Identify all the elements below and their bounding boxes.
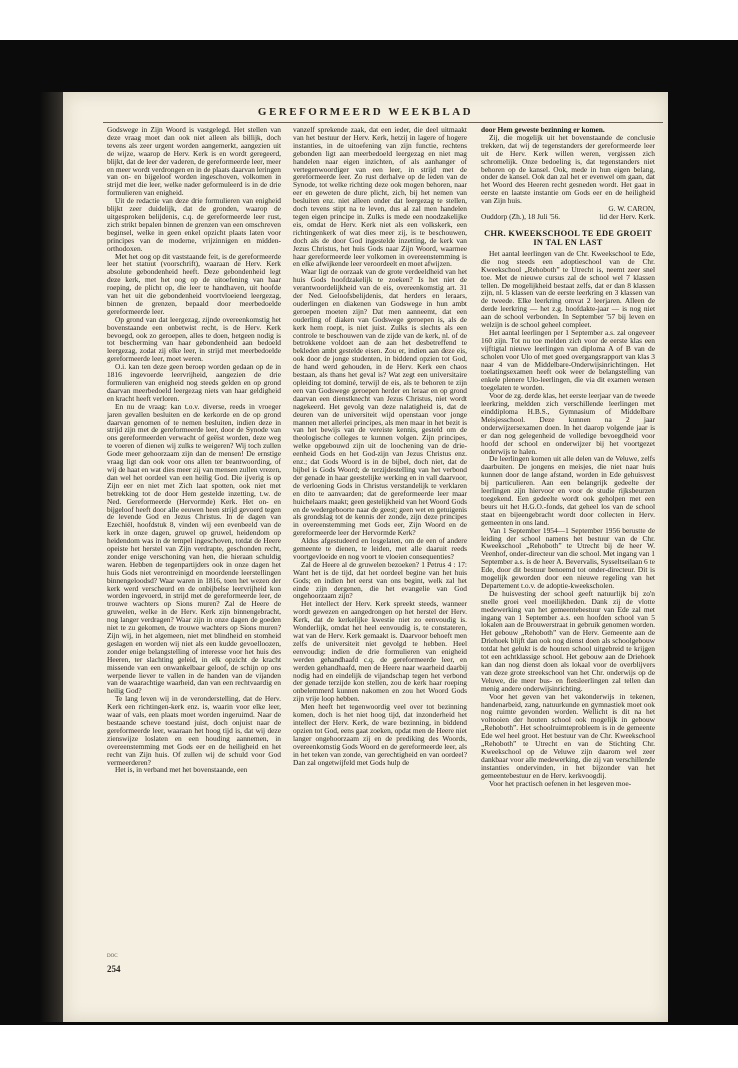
paragraph: vanzelf sprekende zaak, dat een ieder, die deel uitmaakt van het bestuur der Herv. Kerk, hetzij in lagere of hogere instanties, in de uitoefening van zijn functie, rechtens gebonden ligt aan meerbedoeld leergezag en niet mag handelen naar eigen inzichten, of als aanhanger of vertegenwoordiger van een leer, in strijd met de gereformeerde leer. Zo rust derhalve op de leden van de Synode, tot welke richting deze ook mogen behoren, naar eer en geweten de dure plicht, zich, bij het nemen van besluiten enz. niet alleen onder dat leergezag te stellen, doch tevens stipt na te leven, dus al zal men handelen tegen eigen principe in. Zulks is mede een noodzakelijke eis, omdat de Herv. Kerk niet als een volkskerk, een richtingenkerk of wat dies meer zij, is te beschouwen, doch als de door God ingestelde inzetting, de kerk van Jezus Christus, het huis Gods naar Zijn Woord, waarmee haar gereformeerde leer volkomen in overeenstemming is en elke afwijkende leer veroordeelt en moet afwijzen.	[293, 126, 467, 269]
article-title: CHR. KWEEKSCHOOL TE EDE GROEIT IN TAL EN LAST	[484, 228, 652, 247]
paragraph: De huisvesting der school geeft natuurlijk bij zo'n snelle groei veel moeilijkheden. Dank zij de vlotte medewerking van het gemeentebestuur van Ede zal met ingang van 1 September a.s. een hoofden school van 5 lokalen aan de Brouwerstraat in gebruik genomen worden. Het gebouw „Rehoboth” van de Herv. Gemeente aan de Driehoek blijft dan ook nog dienst doen als schoolgebouw totdat het gelukt is de houten school uitgebreid te krijgen tot een achtklassige school. Het gebouw aan de Driehoek kan dan nog dienst doen als lokaal voor de overblijvers van deze grote streekschool van het Chr. onderwijs op de Veluwe, die meer bus- en fietsleerlingen zal tellen dan menig andere onderwijsinrichting.	[481, 588, 655, 693]
page-gutter-shadow	[40, 92, 64, 1022]
signature-place: Ouddorp (Zh.), 18 Juli '56.	[481, 211, 561, 221]
paragraph: Voor de zg. derde klas, het eerste leerjaar van de tweede leerkring, meldden zich verschillende leerlingen met einddiploma H.B.S., Gymnasium of Middelbare Meisjesschool. Deze kunnen na 2 jaar onderwijzersexamen doen. In het daarop volgende jaar is er dan nog gelegenheid de volledige bevoegdheid voor hoofd der school en onderwijzer bij het voortgezet onderwijs te halen.	[481, 391, 655, 456]
paragraph: De leerlingen komen uit alle delen van de Veluwe, zelfs daarbuiten. De jongens en meisjes, die niet naar huis kunnen door de lange afstand, worden in Ede gehuisvest bij particulieren. Aan een belangrijk gedeelte der leerlingen zijn hiervoor en voor de studie rijksbeurzen toegekend. Een gedeelte wordt ook geholpen met een beurs uit het H.G.O.-fonds, dat geheel los van de school staat en bijeengebracht wordt door collecten in Herv. gemeenten in ons land.	[481, 454, 655, 527]
paragraph: O.i. kan ten deze geen beroep worden gedaan op de in 1816 ingevoerde leervrijheid, aangezien de drie formulieren van enigheid nog steeds gelden en op grond daarvan meerbedoeld leergezag niets van haar geldigheid en kracht heeft verloren.	[107, 362, 281, 403]
page-header: GEREFORMEERD WEEKBLAD	[257, 106, 474, 118]
signature-name: G. W. CARON,	[608, 204, 655, 214]
paragraph: Voor het practisch oefenen in het lesgeven moe-	[489, 778, 632, 788]
paragraph: Waar ligt de oorzaak van de grote verdeeldheid van het huis Gods hoofdzakelijk te zoeken? Is het niet de verantwoordelijkheid van de eis, overeenkomstig art. 31 der Ned. Geloofsbelijdenis, dat herders en leraars, ouderlingen en diakenen van Godswege in hun ambt geroepen moeten zijn? Dat men aanneemt, dat een ouderling of diaken van Godswege geroepen is, als de kerk hem roept, is niet juist. Zulks is slechts als een controle te beschouwen van de zijde van de kerk, nl. of de betrokkene voldoet aan de aan het desbetreffend te bekleden ambt gestelde eisen. Zou er, indien aan deze eis, ook door de jonge studenten, in biddend opzien tot God, de hand werd gehouden, in de Herv. Kerk een chaos bestaan, als thans het geval is? Wat zegt een universitaire opleiding tot dominé, terwijl de eis, als te behoren te zijn een van Godswege geroepen herder en leraar en op grond daarvan een dienstknecht van Jezus Christus, niet wordt nagekeerd. Het gevolg van deze nalatigheid is, dat de deuren van de universiteit wijd openstaan voor jonge mannen met allerlei principes, als men maar in het bezit is van het bewijs van de vereiste kennis, gesteld om de theologische colleges te kunnen volgen. Zijn principes, welke opgebouwd zijn uit de loochening van de drie-eenheid Gods en het God-zijn van Jezus Christus enz. enz.; dat Gods Woord is in de bijbel, doch niet, dat de bijbel is Gods Woord; de terzijdestelling van het verbond der genade in haar geestelijke werking en in vall daarvoor, de verloening Gods in Christus verstandelijk te verklaren en dito te aanvaarden; dat de gereformeerde leer maar huichelaars maakt; geen gestelijkheid van het Woord Gods en de wedergeboorte naar de geest; geen wet en getuigenis als grondslag tot de kennis der zonde, zijn deze principes in overeenstemming met Gods eer, Zijn Woord en de gereformeerde leer der Hervormde Kerk?	[293, 267, 467, 538]
paragraph: Zal de Heere al de gruwelen bezoeken? 1 Petrus 4 : 17: Want het is de tijd, dat het oordeel begine van het huis Gods; en indien het eerst van ons begint, welk zal het einde zijn dergenen, die het evangelie van God ongehoorzaam zijn?	[293, 559, 467, 601]
paragraph: Zij, die mogelijk uit het bovenstaande de conclusie trekken, dat wij de tegenstanders der gereformeerde leer uit de Herv. Kerk willen weren, vergissen zich schromelijk. Onze bedoeling is, dat tegenstanders niet behoren op de kansel. Ook, mede in hun eigen belang, onder de kansel. Ook dan zal het er evenwel om gaan, dat het Woord des Heeren recht gesneden wordt. Het gaat in eerste en laatste instantie om Gods eer en de heiligheid van Zijn huis.	[481, 132, 655, 206]
paragraph: En nu de vraag: kan t.o.v. diverse, reeds in vroeger jaren gevallen besluiten en de kerkorde en de op grond daarvan genomen of te nemen besluiten, indien deze in strijd zijn met de gereformeerde leer, door de Synode van ons gereformeerden verwacht of geëist worden, deze weg te voeren of dienen wij zulks te weigeren? Wij toch zullen Gode meer gehoorzaam zijn dan de mensen! De ernstige vraag ligt dan ook voor ons allen ter beantwoording, of wij de haat en wat dies meer zij van mensen zullen vrezen, dan wel het oordeel van een heilig God. Die ijverig is op Zijn eer en niet met Zich laat spotten, ook niet met betrekking tot de door Hem gestelde inzetting, t.w. de Ned. Gereformeerde (Hervormde) Kerk. Het on- en bijgeloof heeft door alle eeuwen heen strijd gevoerd tegen de levende God en Jezus Christus. In de dagen van Ezechiël, hoofdstuk 8, vinden wij een evenbeeld van de kerk in onze dagen, gruwel op gruwel, heidendom op heidendom was in de tempel ingeschoven, totdat de Heere opeiste het herstel van Zijn verdrapte, geschonden recht, zonder enige verschoning van hen, die hieraan schuldig waren. Hebben de tegenpartijders ook in onze dagen het huis Gods niet verontreinigd en moordende leerstellingen binnengeloodsd? Waar waren in 1816, toen het wezen der kerk werd verscheurd en de onbijbelse leervrijheid kon worden ingevoerd, in strijd met de gereformeerde leer, de trouwe wachters op Sions muren? Zal de Heere de gruwelen, welke in de Herv. Kerk zijn binnengebracht, nog langer verdragen? Waar zijn in onze dagen de goeden niet te zu gekomen, de trouwe wachters op Sions muren? Zijn wij, in het algemeen, niet met blindheid en stomheid geslagen en worden wij niet als een kudde gevoelloozen, zonder enige belangstelling of interesse voor het huis des Heeren, ter slachting geleid, in elk opzicht de kracht missende van een onwankelbaar geloof, de schijn op ons werpende liever te vallen in de handen van de vijanden van de waarachtige waarheid, dan van een rechtvaardig en heilig God?	[107, 401, 281, 696]
paragraph: Het is, in verband met het bovenstaande, een	[115, 765, 248, 775]
paragraph: Voor het geven van het vakonderwijs in tekenen, handenarbeid, zang, natuurkunde en gymnastiek moet ook nog ruimte gevonden worden. Wellicht is dit na het voltooien der houten school ook mogelijk in gebouw „Rehoboth”. Het schoolruimteprobleem is in de gemeente Ede wel heel groot. Het bestuur van de Chr. Kweekschool „Rehoboth” te Utrecht en van de Stichting Chr. Kweekschool op de Veluwe zijn daarom wel zeer dankbaar voor alle medewerking, die zij van verschillende instanties ondervinden, in het bijzonder van het gemeentebestuur en de Herv. kerkvoogdij.	[481, 691, 655, 780]
paragraph: Men heeft het tegenwoordig veel over tot bezinning komen, doch is het niet hoog tijd, dat inzonderheid het intellect der Herv. Kerk, de ware bezinning, in biddend opzien tot God, eens gaat zoeken, opdat men de Heere niet langer ongehoorzaam zij en de prediking des Woords, overeenkomstig Gods Woord en de gereformeerde leer, als in het teken van zonde, van gerechtigheid en van oordeel? Dan zal ongetwijfeld met Gods hulp de	[293, 702, 467, 767]
signature-line	[481, 213, 655, 221]
paragraph: Het aantal leerlingen van de Chr. Kweekschool te Ede, die nog steeds een adoptieschool van de Chr. Kweekschool „Rehoboth” te Utrecht is, neemt zeer snel toe. Met de nieuwe cursus zal de school wel 7 klassen tellen. De mogelijkheid bestaat zelfs, dat er dan 8 klassen zijn, nl. 5 klassen van de eerste leerkring en 3 klassen van de tweede. Elke leerkring omvat 2 leerjaren. Alleen de derde leerkring — het z.g. hoofdakte-jaar — is nog niet aan de school verbonden. In September '57 bij leven en welzijn is de school geheel compleet.	[481, 248, 655, 330]
paragraph: Te lang leven wij in de veronderstelling, dat de Herv. Kerk een richtingen-kerk enz. is, waarin voor elke leer, waar of vals, een plaats moet worden ingeruimd. Naar de bestaande scheve toestand juist, doch onjuist naar de gereformeerde leer, waaraan het hoog tijd is, dat wij deze zienswijze loslaten en een houding aannemen, in overeenstemming met Gods eer en de heiligheid en het recht van Zijn huis. Of zullen wij de schuld voor God vermeerderen?	[107, 694, 281, 767]
paragraph: door Hem geweste bezinning er komen.	[481, 126, 605, 134]
newspaper-page	[63, 92, 668, 1022]
header-rule	[103, 122, 663, 123]
paragraph: Het intellect der Herv. Kerk spreekt steeds, wanneer wordt gewezen en aangedrongen op het herstel der Herv. Kerk, dat de kerkelijke kwestie niet zo eenvoudig is. Wonderlijk, omdat het heel eenvoudig is, te constateren, wat van de Herv. Kerk gemaakt is. Daarvoor behoeft men zelfs de universiteit niet gevolgd te hebben. Heel eenvoudig: indien de drie formulieren van enigheid werden gehandhaafd c.q. de gereformeerde leer, en werden gehandhaafd, men de Heere naar waarheid daarbij nodig had en eindelijk de vijandschap tegen het verbond der genade terzijde kon stellen, zou de kerk haar roeping onbelemmerd kunnen nakomen en zou het Woord Gods zijn vrije loop hebben.	[293, 599, 467, 704]
page-number: 254	[107, 964, 121, 974]
column-3	[481, 126, 655, 1006]
paragraph: Aldus afgestudeerd en losgelaten, om de een of andere gemeente te dienen, te leiden, met alle daaruit reeds voortgevloeide en nog voort te vloeien consequenties?	[293, 536, 467, 561]
column-2	[293, 126, 467, 1006]
archive-stamp: DOC	[107, 954, 118, 959]
paragraph: Het aantal leerlingen per 1 September a.s. zal ongeveer 160 zijn. Tot nu toe melden zich voor de eerste klas een vijftigtal nieuwe leerlingen van diploma A of B van de scholen voor Ulo of met goed overgangsrapport van klas 3 naar 4 van de Middelbare-Onderwijsinrichtingen. Het toelatingsexamen heeft ook weer de belangstelling van enkele plenere Ulo-leerlingen, die via dit examen wensen toegelaten te worden.	[481, 327, 655, 393]
signature-role: lid der Herv. Kerk.	[599, 211, 655, 221]
paragraph: Met het oog op dit vaststaande feit, is de gereformeerde leer het statuut (voorschrift), waaraan de Herv. Kerk absolute gebondenheid heeft. Deze gebondenheid legt deze kerk, met het oog op de uitoefening van haar roeping, de plicht op, die leer te handhaven, uit hoofde van het uit die gebondenheid voortvloeiend leergezag, binnen de grenzen, bepaald door meerbedoelde gereformeerde leer.	[107, 251, 281, 316]
column-1	[107, 126, 281, 1006]
paragraph: Van 1 September 1954—1 September 1956 berustte de leiding der school namens het bestuur van de Chr. Kweekschool „Rehoboth” te Utrecht bij de heer W. Veenhof, onder-directeur van die school. Met ingang van 1 September a.s. is de heer A. Bevervalis, Sysseltseilaan 6 te Ede, door dit bestuur benoemd tot onder-directeur. Dit is mogelijk geworden door een nieuwe regeling van het Departement t.o.v. de adoptie-kweekscholen.	[481, 525, 655, 590]
paragraph: Godswege in Zijn Woord is vastgelegd. Het stellen van deze vraag moet dan ook niet alleen als billijk, doch tevens als zeer urgent worden aangemerkt, aangezien uit de wijze, waarop de Herv. Kerk is en wordt geregeerd, blijkt, dat de leer der vaderen, de gereformeerde leer, meer en meer wordt verdrongen en in de plaats daarvan leringen van on- en bijgeloof worden ingeschoven, volkomen in strijd met die leer, welke nader geformuleerd is in de drie formulieren van enigheid.	[107, 126, 281, 198]
paragraph: Op grond van dat leergezag, zijnde overeenkomstig het bovenstaande een onbetwist recht, is de Herv. Kerk bevoegd, ook zo geroepen, alles te doen, hetgeen nodig is tot bescherming van haar gebondenheid aan bedoeld leergezag, zodat zij elke leer, in strijd met meerbedoelde gereformeerde leer, moet weren.	[107, 314, 281, 364]
paragraph: Uit de redactie van deze drie formulieren van enigheid blijkt zeer duidelijk, dat de gronden, waarop de uitgesproken belijdenis, c.q. de gereformeerde leer rust, zich strikt bepalen binnen de grenzen van een omschreven beginsel, welke in geen enkel opzicht plaats laten voor principes van de moderne, vrijzinnigen en midden-orthodoxen.	[107, 196, 281, 253]
